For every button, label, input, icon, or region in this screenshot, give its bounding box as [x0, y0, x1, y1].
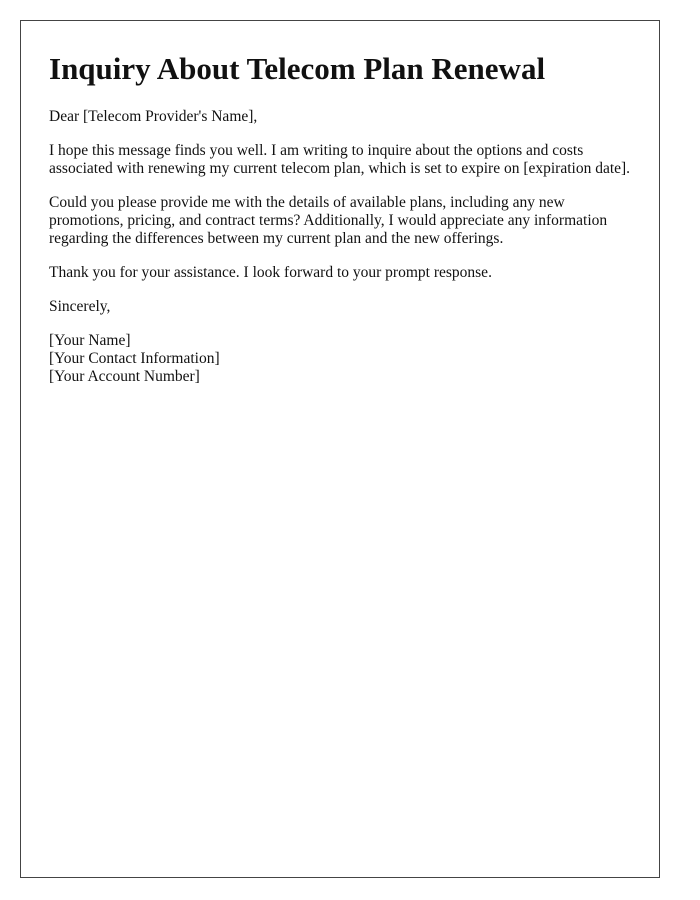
closing: Sincerely,: [49, 298, 111, 315]
paragraph-request: Could you please provide me with the details of available plans, including any new promotions, pricing, and contract terms? Additionally, I would appreciate any information regarding the differences between my current plan and the new offerings.: [49, 194, 608, 247]
signature-name: [Your Name]: [49, 332, 131, 349]
letter-page: [20, 20, 660, 878]
letter-title: Inquiry About Telecom Plan Renewal: [49, 51, 546, 86]
letter-body: [49, 108, 639, 386]
salutation: Dear [Telecom Provider's Name],: [49, 108, 258, 125]
paragraph-intro: I hope this message finds you well. I am writing to inquire about the options and costs associated with renewing my current telecom plan, which is set to expire on [expiration date].: [49, 142, 631, 177]
signature-account: [Your Account Number]: [49, 368, 200, 385]
paragraph-thanks: Thank you for your assistance. I look forward to your prompt response.: [49, 264, 492, 281]
signature-contact: [Your Contact Information]: [49, 350, 220, 367]
signature-block: [49, 332, 639, 386]
